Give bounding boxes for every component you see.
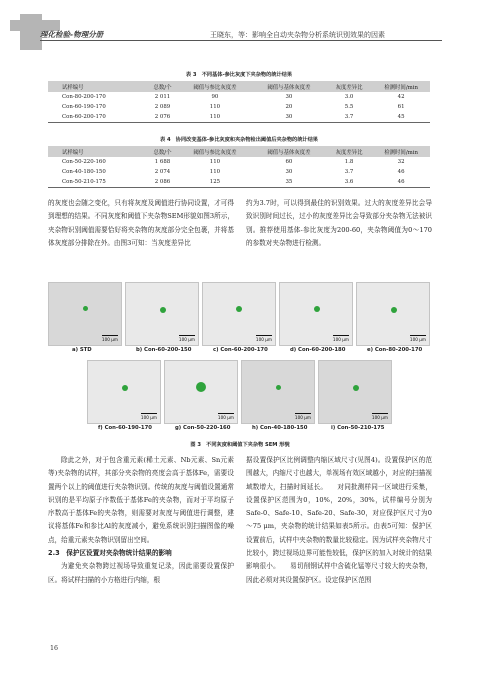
panel-label: b) Con-60-200-150 xyxy=(136,347,192,353)
scale-bar: 100 μm xyxy=(332,337,349,342)
table-cell: Con-60-200-170 xyxy=(48,112,147,123)
table-cell: 3.7 xyxy=(344,169,354,175)
table-4-header: 总数/个 xyxy=(147,146,178,157)
scale-bar: 100 μm xyxy=(255,337,272,342)
table-row xyxy=(48,112,430,123)
figure-caption: 图 3 不同灰度和阈值下夹杂物 SEM 形貌 xyxy=(190,442,290,448)
table-row xyxy=(48,157,430,167)
scale-bar: 100 μm xyxy=(140,415,157,420)
panel-label: e) Con-80-200-170 xyxy=(367,347,423,353)
table-cell: 110 xyxy=(209,169,221,175)
inclusion-dot xyxy=(196,382,206,392)
table-cell: 3.6 xyxy=(326,177,372,188)
table-cell: 30 xyxy=(285,169,293,175)
table-3 xyxy=(48,71,430,123)
panel-label: a) STD xyxy=(72,347,92,353)
journal-title: 理化检验-物理分册 xyxy=(40,30,104,39)
table-3-header: 灰度差异比 xyxy=(326,81,372,92)
table-4-caption: 表 4 协同改变基体-参比灰度和夹杂物检出阈值后夹杂物的统计结果 xyxy=(159,137,318,143)
body-text-right-top: 约为3.7时，可以得到最佳的识别效果。过大的灰度差异比会导致识别时间过长，过小的灰度差异比会导致部分夹杂物无法被识别。推荐使用基体-参比灰度为200-60，夹杂物阈值为0～170的参数对夹杂物进行检测。 xyxy=(246,199,432,247)
inclusion-dot xyxy=(236,306,242,312)
scale-bar: 100 μm xyxy=(101,337,118,342)
table-cell: 2 089 xyxy=(154,104,171,110)
table-cell: 2 076 xyxy=(147,112,178,123)
table-row xyxy=(48,92,430,102)
table-3-header: 阈值与基体灰度差 xyxy=(252,81,326,92)
table-cell: Con-50-210-175 xyxy=(48,177,147,188)
table-cell: 1.8 xyxy=(344,159,354,165)
table-cell: 61 xyxy=(397,104,405,110)
table-4-header: 检测时间/min xyxy=(372,146,430,157)
table-3-header: 总数/个 xyxy=(147,81,178,92)
table-cell: 5.5 xyxy=(344,104,354,110)
body-text-left-top: 的灰度也会随之变化，只有将灰度及阈值进行协同设置，才可得到理想的结果。不同灰度和阈值下夹杂物SEM形貌如图3所示，夹杂物识别阈值需要恰好将夹杂物的灰度部分完全包裹，并将基体灰度部分排除在外。由图3可知：当灰度差异比 xyxy=(48,199,234,247)
inclusion-dot xyxy=(276,385,281,390)
table-cell: Con-40-180-150 xyxy=(62,169,106,175)
table-cell: 125 xyxy=(178,177,252,188)
body-text-left-bottom: 除此之外，对于包含重元素(稀土元素、Nb元素、Sn元素等)夹杂物的试样，其部分夹杂物的亮度会高于基体Fe，需要设置两个以上的阈值进行夹杂物识别。传统的灰度与阈值设置通常识别的是平均原子序数低于基体Fe的夹杂物，而对于平均原子序数高于基体Fe的夹杂物，则需要对灰度与阈值进行调整，建议将基体Fe和参比Al的灰度减小，避免系统识别扫描图像的噪点，给重元素夹杂物识别留出空间。 xyxy=(48,456,234,544)
table-cell: 60 xyxy=(285,159,293,165)
sem-image-h xyxy=(241,360,315,424)
scale-bar: 100 μm xyxy=(371,415,388,420)
table-cell: 20 xyxy=(285,104,293,110)
table-cell: 30 xyxy=(252,112,326,123)
table-3-header: 检测时间/min xyxy=(372,81,430,92)
table-3-caption: 表 3 不同基体-参比灰度下夹杂物的统计结果 xyxy=(185,72,293,78)
table-cell: 110 xyxy=(209,104,221,110)
inclusion-dot xyxy=(122,385,128,391)
table-cell: Con-50-220-160 xyxy=(62,159,106,165)
scale-bar: 100 μm xyxy=(294,415,311,420)
sem-image-b xyxy=(125,282,199,346)
table-cell: 90 xyxy=(211,94,219,100)
table-4-header: 试样编号 xyxy=(48,146,147,157)
table-4 xyxy=(48,136,430,188)
left-column-bottom xyxy=(48,454,234,587)
running-head: 王晓东，等：影响全自动夹杂物分析系统识别效果的因素 xyxy=(210,31,385,39)
table-cell: 3.7 xyxy=(326,112,372,123)
inclusion-dot xyxy=(353,385,359,391)
table-3-header: 阈值与参比灰度差 xyxy=(178,81,252,92)
body-text-left-bottom-2: 为避免夹杂物跨过视场导致重复记录，因此需要设置保护区。将试样扫描的小方格进行内缩，根 xyxy=(48,562,234,584)
table-cell: 46 xyxy=(372,177,430,188)
table-cell: 30 xyxy=(285,94,293,100)
table-cell: 32 xyxy=(397,159,405,165)
table-4-header: 阈值与参比灰度差 xyxy=(178,146,252,157)
inclusion-dot xyxy=(314,306,320,312)
table-cell: 2 011 xyxy=(154,94,171,100)
table-4-header: 灰度差异比 xyxy=(326,146,372,157)
panel-label: i) Con-50-210-175 xyxy=(331,425,385,431)
panel-label: f) Con-60-190-170 xyxy=(98,425,152,431)
table-cell: 2 074 xyxy=(154,169,171,175)
panel-label: c) Con-60-200-170 xyxy=(213,347,268,353)
inclusion-dot xyxy=(391,307,397,313)
scale-bar: 100 μm xyxy=(409,337,426,342)
table-cell: 2 086 xyxy=(147,177,178,188)
sem-image-g xyxy=(164,360,238,424)
table-cell: 35 xyxy=(252,177,326,188)
page-number: 16 xyxy=(50,645,59,652)
sem-image-i xyxy=(318,360,392,424)
table-cell: 45 xyxy=(372,112,430,123)
inclusion-dot xyxy=(160,307,166,313)
section-heading: 2.3 保护区设置对夹杂物统计结果的影响 xyxy=(48,549,172,558)
sem-image-a xyxy=(48,282,122,346)
table-cell: 110 xyxy=(209,159,221,165)
scale-bar: 100 μm xyxy=(217,415,234,420)
table-4-header: 阈值与基体灰度差 xyxy=(252,146,326,157)
table-cell: 1 688 xyxy=(154,159,171,165)
panel-label: g) Con-50-220-160 xyxy=(175,425,231,431)
panel-label: h) Con-40-180-150 xyxy=(252,425,308,431)
sem-image-f xyxy=(87,360,161,424)
table-3-header: 试样编号 xyxy=(48,81,147,92)
header-rule xyxy=(40,40,442,41)
table-cell: 3.0 xyxy=(344,94,354,100)
table-cell: 42 xyxy=(397,94,405,100)
body-text-right-bottom: 据设置保护区比例调整内缩区域尺寸(见图4)。设置保护区的范围越大，内缩尺寸也越大，单视场有效区域越小，对应的扫描视域数增大，扫描时间延长。 对同批测样同一区域进行采集，设置保护区范围为0，10%，20%，30%，试样编号分别为Safe-0、Safe-10、Safe-20、Safe-30，对应保护区尺寸为0～75 μm，夹杂物的统计结果如表5所示。由表5可知：保护区设置前后，试样中夹杂物的数量比较稳定。因为试样夹杂物尺寸比较小，跨过视场边界可能性较低，保护区的加入对统计的结果影响很小。 易切削钢试样中含硫化锰等尺寸较大的夹杂物，因此必须对其设置保护区。设定保护区范围 xyxy=(246,456,432,584)
scale-bar: 100 μm xyxy=(178,337,195,342)
table-row xyxy=(48,177,430,188)
sem-image-e xyxy=(356,282,430,346)
panel-label: d) Con-60-200-180 xyxy=(290,347,346,353)
sem-image-c xyxy=(202,282,276,346)
inclusion-dot xyxy=(83,306,88,311)
sem-image-d xyxy=(279,282,353,346)
table-row xyxy=(48,102,430,112)
table-cell: 46 xyxy=(397,169,405,175)
table-cell: Con-80-200-170 xyxy=(62,94,106,100)
table-row xyxy=(48,167,430,177)
table-cell: Con-60-190-170 xyxy=(62,104,106,110)
table-cell: 110 xyxy=(178,112,252,123)
